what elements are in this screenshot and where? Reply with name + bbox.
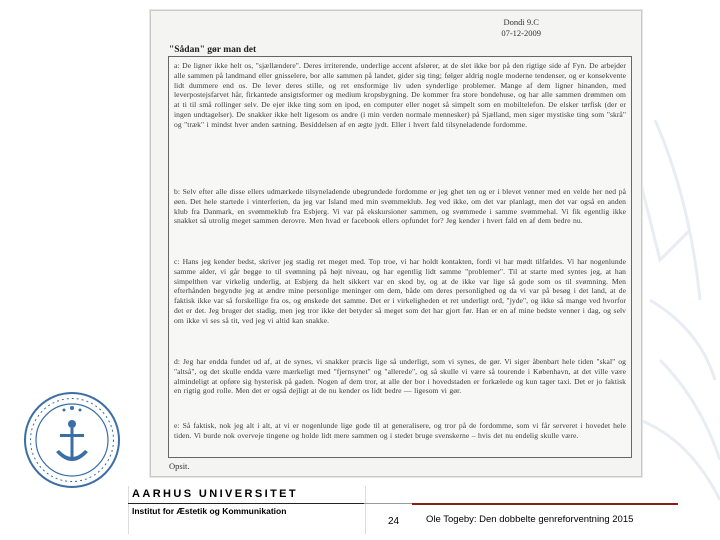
document-header (501, 17, 541, 39)
slide-page-number: 24 (388, 516, 400, 527)
paragraph-d: d: Jeg har endda fundet ud af, at de synes, vi snakker præcis lige så underligt, som vi synes, de gør. Vi siger åbenbart hele tiden "skal" og "altså", og det skulle endda være mærkeligt med "fjernsynet" og "allerede", og så skulle vi være så tourende i København, at det ville være almindeligt at opføre sig hysterisk på gaden. Nogen af dem tror, at alle der bor i hovedstaden er forkælede og kun tager taxi. Det er jo faktisk en rigtig god rolle. Men det er også dejligt at de nu kender os lidt bedre — ligesom vi gør. (174, 357, 626, 396)
document-footer: Opsit. (169, 461, 190, 471)
scanned-document (150, 10, 642, 477)
paragraph-b: b: Selv efter alle disse ellers udmærkede tilsyneladende ubegrundede fordomme er jeg ghet ten og er i blevet venner med en velde her ned på øen. Det hele startede i vinterferien, da jeg var Island med min svømmeklub. Jeg ved ikke, om det var planlagt, men det var også en anden klub fra Danmark, en svømmeklub fra Esbjerg. Vi var på ekskursioner sammen, og svømmede i samme svømmehal. Vi fik egentlig ikke snakket så utrolig meget sammen derovre. Men hvad er facebook ellers opfundet for? Jeg kender i hvert fald en af dem bedre nu. (174, 187, 626, 226)
paragraph-e: e: Så faktisk, nok jeg alt i alt, at vi er nogenlunde lige gode til at generalisere, og tror på de fordomme, som vi får serveret i hovedet hele tiden. Vi burde nok overveje tingene og holde lidt mere sammen og i stedet bruge svenskerne – hvis det nu endelig skulle være. (174, 421, 626, 440)
institute-name: Institut for Æstetik og Kommunikation (132, 506, 287, 516)
university-seal-icon (22, 390, 122, 490)
date-label: 07-12-2009 (501, 28, 541, 38)
footer-accent-rule (412, 503, 678, 505)
university-logo-text: AARHUS UNIVERSITET (132, 488, 299, 500)
footer-divider (128, 503, 364, 504)
footer-divider-middle (364, 503, 412, 504)
paragraph-a: a: De ligner ikke helt os, "sjællændere". Deres irriterende, underlige accent afslører, at de slet ikke bor på den rigtige side af Fyn. De arbejder alle sammen på landmand eller gnisselere, bor alle sammen på landet, gider sig ting; følger aldrig nogle moderne tendenser, og er konsekvente lidt dummere end os. De lever deres stille, og ret ensformige liv uden synderlige problemer. Mange af dem ligner hinanden, med leverpostejsfarvet hår, firkantede ansigtsformer og medium kropsbygning. De kommer fra store bondehuse, og har alle sammen drømmen om at ti til små rollinger selv. De ejer ikke ting som en ipod, en computer eller noget så simpelt som en mobiltelefon. De elsker tørfisk (der er ingen undtagelser). De snakker ikke helt ligesom os andre (i min verden normale mennesker) på Sjælland, men siger mystiske ting som "skrå" og "træk" i mindst hver anden sætning. Besiddelsen af en ægte jydt. Eller i hvert fald tilsyneladende fordomme. (174, 61, 626, 129)
essay-box (168, 56, 632, 458)
paragraph-c: c: Hans jeg kender bedst, skriver jeg stadig ret meget med. Top troe, vi har holdt kontakten, fordi vi har mødt tilfældes. Vi har nogenlunde samme alder, vi går begge to til svømning på højt niveau, og har egentlig lidt samme "problemer". Til at starte med syntes jeg, at han simpelthen var virkelig underlig, at Esbjerg da helt sikkert var en skod by, og at de ikke var lige så gode som os til svømning. Men efterhånden begyndte jeg at ændre mine personlige meninger om dem, både om deres personlighed og da vi var på besøg i det land, at de faktisk ikke var så forskellige fra os, og ønskede det samme. Det er i virkeligheden et ret underligt ord, "jyde", og ikke så mange ved hvorfor det er det. Jeg bruger det stadig, men jeg tror ikke det betyder så meget som det har gjort før. Han er en af mine bedste venner i dag, og selv om ikke vi ses så tit, ved jeg vi altid kan snakke. (174, 257, 626, 325)
slide-footer-credit: Ole Togeby: Den dobbelte genreforventning 2015 (426, 514, 634, 525)
author-label: Dondi 9.C (503, 17, 539, 27)
document-title: "Sådan" gør man det (169, 45, 257, 55)
